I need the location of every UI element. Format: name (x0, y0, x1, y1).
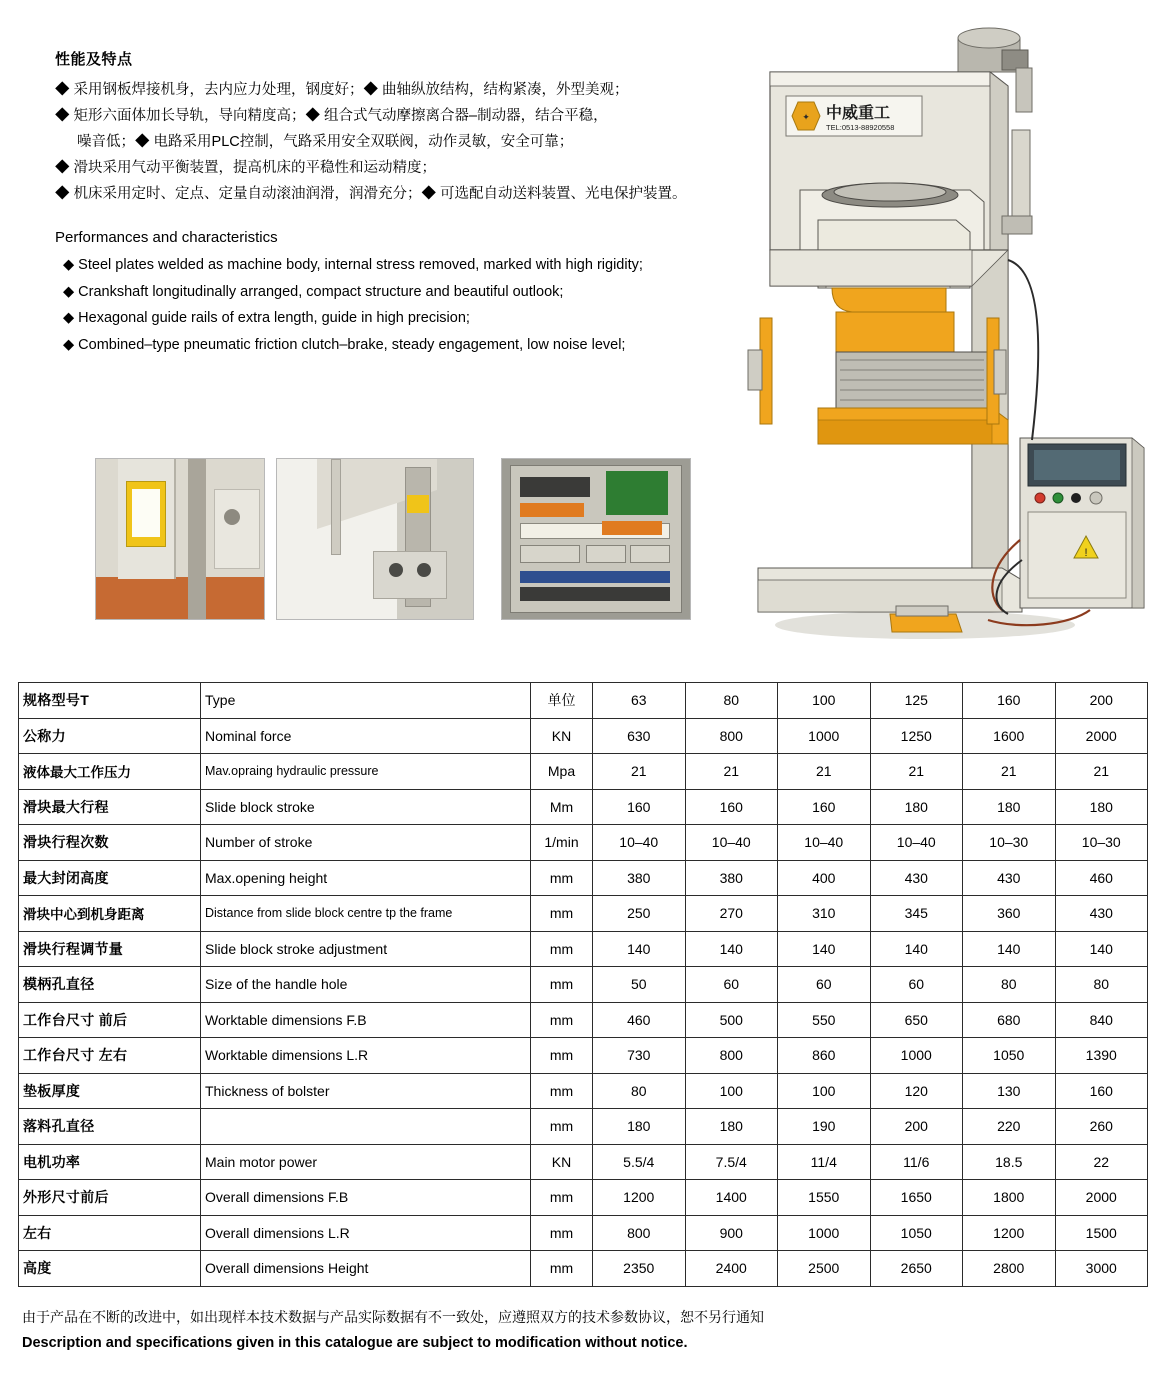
cell-value: 180 (685, 1109, 778, 1145)
svg-text:✦: ✦ (802, 112, 810, 122)
row-label-cn: 滑块行程次数 (19, 825, 201, 861)
row-label-cn: 最大封闭高度 (19, 860, 201, 896)
table-row (19, 896, 1148, 932)
table-row (19, 789, 1148, 825)
cell-value: 63 (593, 683, 686, 719)
cell-value: 860 (778, 1038, 871, 1074)
cell-value: 1650 (870, 1180, 963, 1216)
row-label-en: Type (201, 683, 531, 719)
features-title-cn: 性能及特点 (55, 51, 133, 68)
row-unit: KN (531, 1144, 593, 1180)
cell-value: 21 (593, 754, 686, 790)
row-unit: mm (531, 1038, 593, 1074)
cell-value: 1050 (963, 1038, 1056, 1074)
table-row (19, 1144, 1148, 1180)
cell-value: 1500 (1055, 1215, 1148, 1251)
cell-value: 140 (1055, 931, 1148, 967)
cell-value: 180 (1055, 789, 1148, 825)
row-label-cn: 高度 (19, 1251, 201, 1287)
row-label-en: Main motor power (201, 1144, 531, 1180)
cell-value: 11/6 (870, 1144, 963, 1180)
features-section (55, 48, 755, 358)
cell-value: 1250 (870, 718, 963, 754)
cell-value: 160 (1055, 1073, 1148, 1109)
row-label-cn: 公称力 (19, 718, 201, 754)
cell-value: 18.5 (963, 1144, 1056, 1180)
row-label-cn: 滑块中心到机身距离 (19, 896, 201, 932)
cell-value: 21 (778, 754, 871, 790)
table-row (19, 931, 1148, 967)
cell-value: 200 (870, 1109, 963, 1145)
cell-value: 900 (685, 1215, 778, 1251)
cell-value: 125 (870, 683, 963, 719)
cell-value: 140 (778, 931, 871, 967)
cell-value: 100 (778, 683, 871, 719)
cell-value: 1600 (963, 718, 1056, 754)
row-label-en: Size of the handle hole (201, 967, 531, 1003)
footer-note-cn: 由于产品在不断的改进中，如出现样本技术数据与产品实际数据有不一致处，应遵照双方的技术参数协议，恕不另行通知 (22, 1309, 764, 1325)
row-label-en: Mav.opraing hydraulic pressure (201, 754, 531, 790)
cell-value: 160 (593, 789, 686, 825)
table-row (19, 1109, 1148, 1145)
row-label-cn: 液体最大工作压力 (19, 754, 201, 790)
row-label-cn: 电机功率 (19, 1144, 201, 1180)
row-unit: 单位 (531, 683, 593, 719)
cell-value: 840 (1055, 1002, 1148, 1038)
cell-value: 80 (685, 683, 778, 719)
cell-value: 100 (778, 1073, 871, 1109)
row-unit: mm (531, 1002, 593, 1038)
cell-value: 140 (870, 931, 963, 967)
cell-value: 1400 (685, 1180, 778, 1216)
row-label-cn: 工作台尺寸 左右 (19, 1038, 201, 1074)
row-label-cn: 外形尺寸前后 (19, 1180, 201, 1216)
row-label-en: Overall dimensions F.B (201, 1180, 531, 1216)
row-label-en: Overall dimensions L.R (201, 1215, 531, 1251)
cell-value: 22 (1055, 1144, 1148, 1180)
cell-value: 250 (593, 896, 686, 932)
cell-value: 10–30 (963, 825, 1056, 861)
electrical-cabinet-photo (501, 458, 691, 620)
cell-value: 21 (1055, 754, 1148, 790)
table-row (19, 967, 1148, 1003)
cell-value: 2000 (1055, 1180, 1148, 1216)
brand-name: 中威重工 (826, 105, 891, 122)
cell-value: 60 (870, 967, 963, 1003)
cell-value: 400 (778, 860, 871, 896)
cell-value: 430 (963, 860, 1056, 896)
cell-value: 800 (685, 718, 778, 754)
cell-value: 130 (963, 1073, 1056, 1109)
cell-value: 2800 (963, 1251, 1056, 1287)
cell-value: 310 (778, 896, 871, 932)
row-unit: mm (531, 967, 593, 1003)
table-row (19, 860, 1148, 896)
feature-line-cn-4: ◆ 滑块采用气动平衡装置，提高机床的平稳性和运动精度； (55, 160, 437, 176)
cell-value: 21 (870, 754, 963, 790)
row-unit: Mm (531, 789, 593, 825)
cell-value: 220 (963, 1109, 1056, 1145)
cell-value: 460 (1055, 860, 1148, 896)
row-label-cn: 工作台尺寸 前后 (19, 1002, 201, 1038)
row-label-cn: 左右 (19, 1215, 201, 1251)
features-title-en: Performances and characteristics (55, 229, 278, 246)
svg-text:!: ! (1084, 547, 1088, 559)
feature-line-en-4: ◆ Combined–type pneumatic friction clutch–brake, steady engagement, low noise level; (63, 336, 626, 353)
row-label-cn: 落料孔直径 (19, 1109, 201, 1145)
cell-value: 200 (1055, 683, 1148, 719)
row-unit: KN (531, 718, 593, 754)
row-unit: mm (531, 1215, 593, 1251)
row-unit: 1/min (531, 825, 593, 861)
row-unit: Mpa (531, 754, 593, 790)
cell-value: 10–40 (685, 825, 778, 861)
table-row (19, 1073, 1148, 1109)
row-label-cn: 垫板厚度 (19, 1073, 201, 1109)
footer-note (22, 1306, 1142, 1355)
row-label-en: Slide block stroke (201, 789, 531, 825)
cell-value: 2350 (593, 1251, 686, 1287)
cell-value: 380 (685, 860, 778, 896)
cell-value: 1000 (870, 1038, 963, 1074)
cell-value: 3000 (1055, 1251, 1148, 1287)
row-unit: mm (531, 896, 593, 932)
cell-value: 630 (593, 718, 686, 754)
cell-value: 10–30 (1055, 825, 1148, 861)
row-label-en: Overall dimensions Height (201, 1251, 531, 1287)
cell-value: 11/4 (778, 1144, 871, 1180)
feature-line-en-1: ◆ Steel plates welded as machine body, internal stress removed, marked with high rigidity; (63, 257, 643, 273)
cell-value: 1200 (963, 1215, 1056, 1251)
cell-value: 160 (778, 789, 871, 825)
table-row (19, 825, 1148, 861)
cell-value: 10–40 (593, 825, 686, 861)
cell-value: 460 (593, 1002, 686, 1038)
cell-value: 10–40 (778, 825, 871, 861)
row-label-en: Distance from slide block centre tp the frame (201, 896, 531, 932)
cell-value: 360 (963, 896, 1056, 932)
row-label-en: Slide block stroke adjustment (201, 931, 531, 967)
table-row (19, 718, 1148, 754)
machine-illustration (740, 20, 1160, 660)
feature-line-cn-3: 噪音低；◆ 电路采用PLC控制，气路采用安全双联阀，动作灵敏，安全可靠； (77, 134, 574, 150)
row-label-cn: 模柄孔直径 (19, 967, 201, 1003)
cell-value: 2000 (1055, 718, 1148, 754)
brand-tel: TEL:0513-88920558 (826, 123, 895, 132)
cell-value: 80 (963, 967, 1056, 1003)
cell-value: 430 (870, 860, 963, 896)
specification-table (18, 682, 1148, 1287)
cell-value: 21 (685, 754, 778, 790)
cell-value: 430 (1055, 896, 1148, 932)
cell-value: 1000 (778, 718, 871, 754)
row-label-en: Thickness of bolster (201, 1073, 531, 1109)
cell-value: 1550 (778, 1180, 871, 1216)
cell-value: 2500 (778, 1251, 871, 1287)
cell-value: 1200 (593, 1180, 686, 1216)
cell-value: 180 (593, 1109, 686, 1145)
table-row (19, 1251, 1148, 1287)
cell-value: 80 (593, 1073, 686, 1109)
cell-value: 270 (685, 896, 778, 932)
cell-value: 60 (778, 967, 871, 1003)
cell-value: 1800 (963, 1180, 1056, 1216)
feature-line-cn-1: ◆ 采用钢板焊接机身，去内应力处理，钢度好；◆ 曲轴纵放结构，结构紧凑，外型美观； (55, 82, 629, 98)
cell-value: 260 (1055, 1109, 1148, 1145)
cell-value: 140 (593, 931, 686, 967)
row-label-en: Max.opening height (201, 860, 531, 896)
row-unit: mm (531, 931, 593, 967)
cell-value: 5.5/4 (593, 1144, 686, 1180)
row-label-cn: 规格型号T (19, 683, 201, 719)
cell-value: 60 (685, 967, 778, 1003)
row-unit: mm (531, 860, 593, 896)
row-label-en (201, 1109, 531, 1145)
row-unit: mm (531, 1109, 593, 1145)
cell-value: 180 (963, 789, 1056, 825)
cell-value: 2400 (685, 1251, 778, 1287)
cell-value: 800 (685, 1038, 778, 1074)
table-row (19, 1215, 1148, 1251)
cell-value: 120 (870, 1073, 963, 1109)
cell-value: 550 (778, 1002, 871, 1038)
row-unit: mm (531, 1180, 593, 1216)
cell-value: 180 (870, 789, 963, 825)
cell-value: 190 (778, 1109, 871, 1145)
cell-value: 50 (593, 967, 686, 1003)
slide-guide-photo (276, 458, 474, 620)
cell-value: 160 (963, 683, 1056, 719)
cell-value: 345 (870, 896, 963, 932)
table-row (19, 1180, 1148, 1216)
row-unit: mm (531, 1073, 593, 1109)
cell-value: 10–40 (870, 825, 963, 861)
cell-value: 680 (963, 1002, 1056, 1038)
cell-value: 380 (593, 860, 686, 896)
cell-value: 500 (685, 1002, 778, 1038)
cell-value: 21 (963, 754, 1056, 790)
feature-line-en-2: ◆ Crankshaft longitudinally arranged, compact structure and beautiful outlook; (63, 283, 564, 300)
cell-value: 1390 (1055, 1038, 1148, 1074)
cell-value: 730 (593, 1038, 686, 1074)
row-label-en: Worktable dimensions L.R (201, 1038, 531, 1074)
table-row (19, 683, 1148, 719)
feature-line-cn-2: ◆ 矩形六面体加长导轨，导向精度高；◆ 组合式气动摩擦离合器–制动器，结合平稳， (55, 108, 608, 124)
cell-value: 800 (593, 1215, 686, 1251)
table-row (19, 754, 1148, 790)
row-label-cn: 滑块行程调节量 (19, 931, 201, 967)
row-label-en: Nominal force (201, 718, 531, 754)
cell-value: 100 (685, 1073, 778, 1109)
cell-value: 160 (685, 789, 778, 825)
guard-rail-photo (95, 458, 265, 620)
cell-value: 80 (1055, 967, 1148, 1003)
cell-value: 1000 (778, 1215, 871, 1251)
cell-value: 7.5/4 (685, 1144, 778, 1180)
footer-note-en: Description and specifications given in this catalogue are subject to modification without notice. (22, 1335, 688, 1351)
cell-value: 140 (963, 931, 1056, 967)
feature-line-en-3: ◆ Hexagonal guide rails of extra length, guide in high precision; (63, 310, 470, 326)
cell-value: 1050 (870, 1215, 963, 1251)
cell-value: 650 (870, 1002, 963, 1038)
row-unit: mm (531, 1251, 593, 1287)
cell-value: 2650 (870, 1251, 963, 1287)
row-label-cn: 滑块最大行程 (19, 789, 201, 825)
table-row (19, 1038, 1148, 1074)
feature-line-cn-5: ◆ 机床采用定时、定点、定量自动滚油润滑，润滑充分；◆ 可选配自动送料装置、光电保护装置。 (55, 186, 687, 202)
row-label-en: Number of stroke (201, 825, 531, 861)
row-label-en: Worktable dimensions F.B (201, 1002, 531, 1038)
table-row (19, 1002, 1148, 1038)
cell-value: 140 (685, 931, 778, 967)
